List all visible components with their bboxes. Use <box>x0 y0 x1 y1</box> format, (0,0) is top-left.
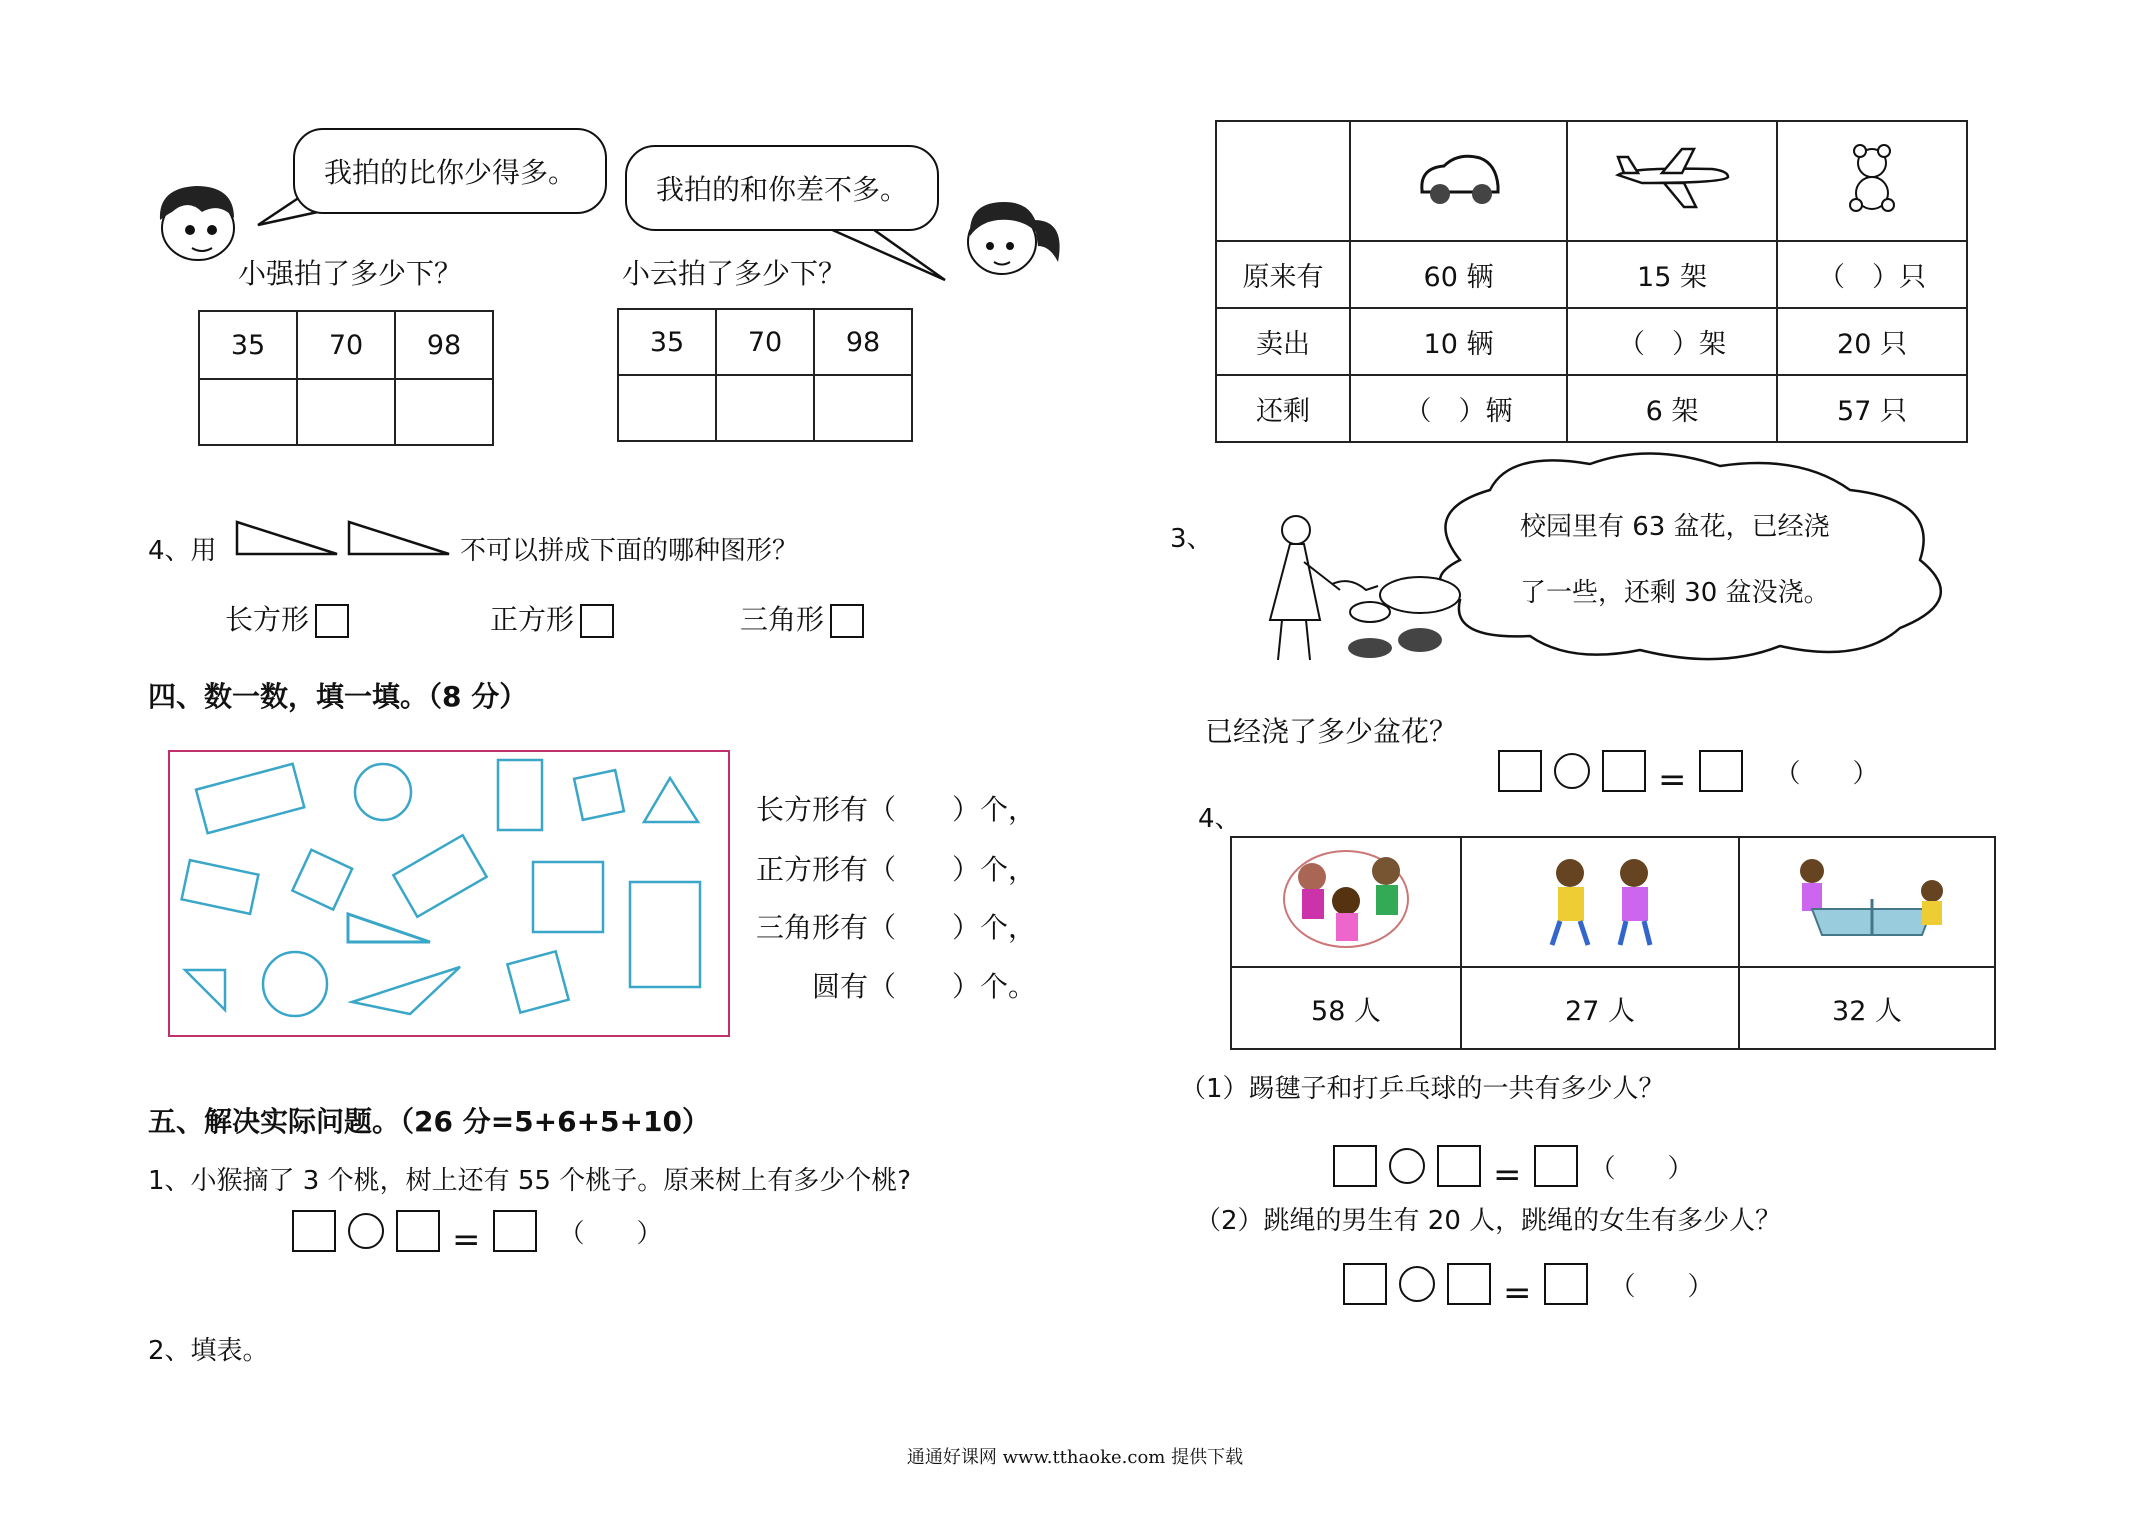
option-label: 三角形 <box>740 603 825 636</box>
shuttlecock-drawing <box>1530 841 1670 956</box>
girl-face-icon <box>958 190 1068 282</box>
count-line-square: 正方形有（ ）个， <box>756 853 1037 886</box>
option-label: 长方形 <box>225 603 310 636</box>
row-label: 卖出 <box>1216 308 1350 375</box>
car-icon <box>1350 121 1567 241</box>
answer-cell[interactable] <box>395 379 493 445</box>
number-box[interactable] <box>1343 1263 1387 1305</box>
q4-1: （1）踢毽子和打乒乓球的一共有多少人？ <box>1180 1074 1665 1104</box>
number-box[interactable] <box>1333 1145 1377 1187</box>
unit-paren: （ ） <box>1609 1271 1714 1302</box>
car-drawing <box>1414 146 1504 210</box>
number-box[interactable] <box>1437 1145 1481 1187</box>
people-count: 58 人 <box>1231 967 1461 1049</box>
checkbox-square[interactable] <box>580 604 614 638</box>
option-rectangle <box>225 598 349 638</box>
plane-drawing <box>1612 143 1732 213</box>
equals-sign: = <box>1658 760 1687 800</box>
number-box[interactable] <box>396 1210 440 1252</box>
question-girl: 小云拍了多少下？ <box>622 257 847 290</box>
option-square <box>490 598 614 638</box>
table-cell: 15 架 <box>1567 241 1777 308</box>
answer-cell[interactable] <box>618 375 716 441</box>
header-empty <box>1216 121 1350 241</box>
row-label: 原来有 <box>1216 241 1350 308</box>
table-cell: 6 架 <box>1567 375 1777 442</box>
bubble-girl: 我拍的和你差不多。 <box>625 145 939 231</box>
unit-paren: （ ） <box>558 1218 663 1249</box>
table-boy <box>198 310 494 446</box>
option-label: 正方形 <box>490 603 575 636</box>
bear-drawing <box>1842 143 1902 213</box>
section4-title: 四、数一数，填一填。（8 分） <box>148 680 528 713</box>
result-box[interactable] <box>1534 1145 1578 1187</box>
table-boy-cell: 35 <box>199 311 297 379</box>
row-label: 还剩 <box>1216 375 1350 442</box>
answer-cell[interactable] <box>297 379 395 445</box>
table-cell: 20 只 <box>1777 308 1967 375</box>
table-cell: 10 辆 <box>1350 308 1567 375</box>
teddy-bear-icon <box>1777 121 1967 241</box>
q4-label: 4、 <box>1198 804 1241 834</box>
operator-circle[interactable] <box>1399 1266 1435 1302</box>
equals-sign: = <box>1493 1155 1522 1195</box>
number-box[interactable] <box>1447 1263 1491 1305</box>
checkbox-triangle[interactable] <box>830 604 864 638</box>
table-cell: 60 辆 <box>1350 241 1567 308</box>
people-count: 27 人 <box>1461 967 1739 1049</box>
table-girl-cell: 35 <box>618 309 716 375</box>
plane-icon <box>1567 121 1777 241</box>
cloud-line-2: 了一些，还剩 30 盆没浇。 <box>1520 578 1830 608</box>
shapes-frame <box>168 750 730 1037</box>
q4-suffix: 不可以拼成下面的哪种图形？ <box>460 536 799 566</box>
jump-rope-drawing <box>1276 841 1416 956</box>
ping-pong-icon <box>1739 837 1995 967</box>
section5-title: 五、解决实际问题。（26 分=5+6+5+10） <box>148 1105 710 1138</box>
count-line-circle: 圆有（ ）个。 <box>812 970 1037 1003</box>
equation-q4-2 <box>1343 1258 1714 1313</box>
jump-rope-icon <box>1231 837 1461 967</box>
shuttlecock-icon <box>1461 837 1739 967</box>
thought-cloud <box>1300 450 1980 665</box>
cloud-line-1: 校园里有 63 盆花，已经浇 <box>1520 512 1830 542</box>
table-girl-cell: 98 <box>814 309 912 375</box>
number-box[interactable] <box>1602 750 1646 792</box>
table-cell[interactable]: （ ）辆 <box>1350 375 1567 442</box>
unit-paren: （ ） <box>1589 1153 1694 1184</box>
table-girl <box>617 308 913 442</box>
sales-table <box>1215 120 1968 443</box>
table-cell[interactable]: （ ）只 <box>1777 241 1967 308</box>
activities-table <box>1230 836 1996 1050</box>
table-cell: 57 只 <box>1777 375 1967 442</box>
q5-1: 1、小猴摘了 3 个桃，树上还有 55 个桃子。原来树上有多少个桃? <box>148 1166 912 1196</box>
count-line-triangle: 三角形有（ ）个， <box>756 911 1037 944</box>
number-box[interactable] <box>1498 750 1542 792</box>
operator-circle[interactable] <box>1554 753 1590 789</box>
answer-cell[interactable] <box>814 375 912 441</box>
right-triangle-pair-icon <box>233 518 453 558</box>
equation-q4-1 <box>1333 1140 1694 1195</box>
question-boy: 小强拍了多少下？ <box>238 257 463 290</box>
number-box[interactable] <box>292 1210 336 1252</box>
checkbox-rectangle[interactable] <box>315 604 349 638</box>
people-count: 32 人 <box>1739 967 1995 1049</box>
q3-question: 已经浇了多少盆花？ <box>1205 715 1458 748</box>
count-line-rectangle: 长方形有（ ）个， <box>756 793 1037 826</box>
boy-face-icon <box>150 178 242 264</box>
operator-circle[interactable] <box>1389 1148 1425 1184</box>
table-boy-cell: 98 <box>395 311 493 379</box>
q4-2: （2）跳绳的男生有 20 人，跳绳的女生有多少人？ <box>1195 1206 1782 1236</box>
equals-sign: = <box>1503 1273 1532 1313</box>
result-box[interactable] <box>1699 750 1743 792</box>
table-cell[interactable]: （ ）架 <box>1567 308 1777 375</box>
equals-sign: = <box>452 1220 481 1260</box>
result-box[interactable] <box>493 1210 537 1252</box>
answer-cell[interactable] <box>199 379 297 445</box>
option-triangle <box>740 598 864 638</box>
ping-pong-drawing <box>1782 841 1952 956</box>
unit-paren: （ ） <box>1774 758 1879 789</box>
q3-label: 3、 <box>1170 524 1213 554</box>
result-box[interactable] <box>1544 1263 1588 1305</box>
equation-q3 <box>1498 745 1879 800</box>
table-boy-cell: 70 <box>297 311 395 379</box>
answer-cell[interactable] <box>716 375 814 441</box>
footer: 通通好课网 www.tthaoke.com 提供下载 <box>906 1447 1244 1468</box>
equation-q5-1 <box>292 1205 663 1260</box>
shapes-illustration <box>170 752 728 1035</box>
table-girl-cell: 70 <box>716 309 814 375</box>
q4-prefix: 4、用 <box>148 536 217 566</box>
q5-2: 2、填表。 <box>148 1336 269 1366</box>
bubble-boy: 我拍的比你少得多。 <box>293 128 607 214</box>
operator-circle[interactable] <box>348 1213 384 1249</box>
